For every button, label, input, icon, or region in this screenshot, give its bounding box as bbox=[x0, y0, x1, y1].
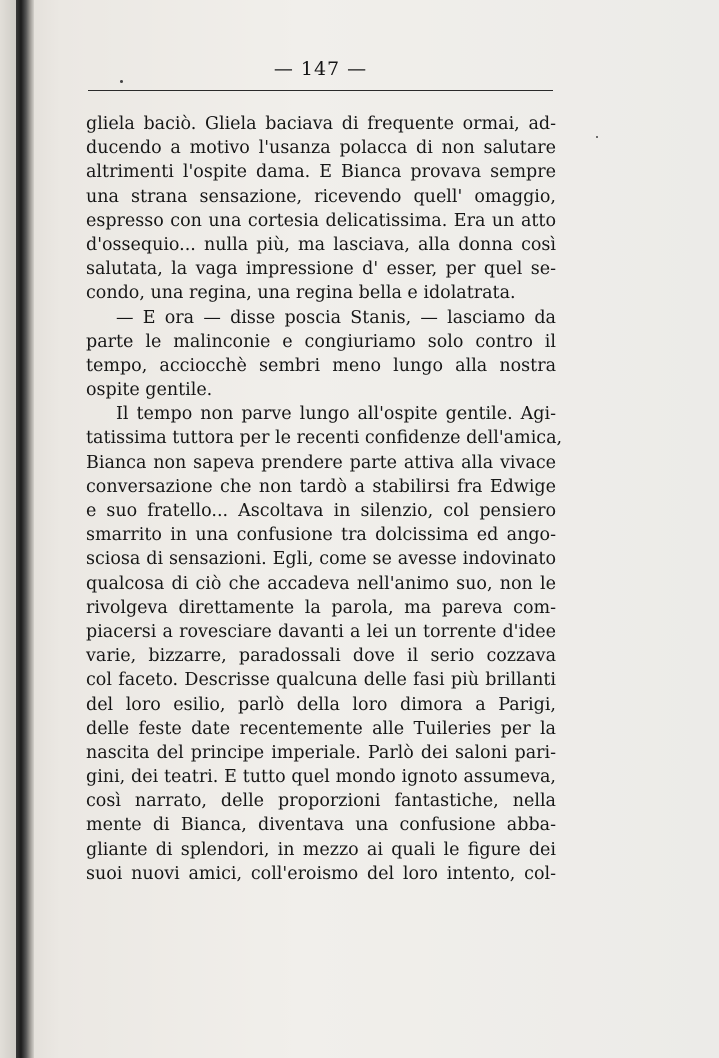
text-line: conversazione che non tardò a stabilirsi fra Edwige bbox=[86, 476, 556, 497]
text-line: qualcosa di ciò che accadeva nell'animo suo, non le bbox=[86, 573, 556, 594]
text-line: così narrato, delle proporzioni fantastiche, nella bbox=[86, 791, 556, 812]
text-line: — E ora — disse poscia Stanis, — lasciamo da bbox=[116, 307, 556, 328]
print-speck bbox=[596, 136, 598, 138]
text-line: Il tempo non parve lungo all'ospite gentile. Agi- bbox=[116, 404, 556, 425]
text-line: tatissima tuttora per le recenti confidenze dell'amica, bbox=[86, 428, 563, 449]
text-line: salutata, la vaga impressione d' esser, per quel se- bbox=[86, 259, 556, 280]
text-line: piacersi a rovesciare davanti a lei un torrente d'idee bbox=[86, 621, 556, 642]
text-line: gini, dei teatri. E tutto quel mondo ignoto assumeva, bbox=[86, 767, 556, 788]
page-edge-shadow bbox=[0, 0, 16, 1058]
text-line: ducendo a motivo l'usanza polacca di non salutare bbox=[86, 138, 556, 159]
text-line: gliante di splendori, in mezzo ai quali le figure dei bbox=[86, 839, 556, 860]
book-spine bbox=[16, 0, 34, 1058]
header-rule bbox=[88, 90, 553, 91]
text-line: suoi nuovi amici, coll'eroismo del loro intento, col- bbox=[86, 863, 556, 884]
text-line: altrimenti l'ospite dama. E Bianca provava sempre bbox=[86, 162, 556, 183]
text-line: rivolgeva direttamente la parola, ma pareva com- bbox=[86, 597, 556, 618]
text-line: condo, una regina, una regina bella e idolatrata. bbox=[86, 283, 516, 304]
text-line: varie, bizzarre, paradossali dove il serio cozzava bbox=[86, 646, 556, 667]
text-line: ospite gentile. bbox=[86, 380, 213, 401]
text-line: espresso con una cortesia delicatissima. Era un atto bbox=[86, 210, 556, 231]
text-line: gliela baciò. Gliela baciava di frequente ormai, ad- bbox=[86, 114, 556, 134]
page-number: — 147 — bbox=[273, 58, 368, 80]
text-line: nascita del principe imperiale. Parlò dei saloni pari- bbox=[86, 742, 556, 763]
text-line: parte le malinconie e congiuriamo solo contro il bbox=[86, 331, 556, 352]
text-line: e suo fratello... Ascoltava in silenzio, col pensiero bbox=[86, 501, 556, 521]
text-line: Bianca non sapeva prendere parte attiva alla vivace bbox=[86, 452, 556, 473]
print-speck bbox=[120, 80, 123, 83]
text-line: del loro esilio, parlò della loro dimora a Parigi, bbox=[86, 694, 556, 715]
text-line: d'ossequio... nulla più, ma lasciava, alla donna così bbox=[86, 234, 556, 255]
body-text bbox=[86, 112, 563, 886]
text-line: sciosa di sensazioni. Egli, come se avesse indovinato bbox=[86, 549, 556, 570]
text-line: mente di Bianca, diventava una confusione abba- bbox=[86, 815, 556, 836]
text-line: smarrito in una confusione tra dolcissima ed ango- bbox=[86, 525, 556, 546]
text-line: delle feste date recentemente alle Tuileries per la bbox=[86, 718, 556, 739]
text-line: col faceto. Descrisse qualcuna delle fasi più brillanti bbox=[86, 670, 556, 691]
text-line: una strana sensazione, ricevendo quell' omaggio, bbox=[86, 186, 556, 207]
text-line: tempo, acciocchè sembri meno lungo alla nostra bbox=[86, 355, 556, 376]
